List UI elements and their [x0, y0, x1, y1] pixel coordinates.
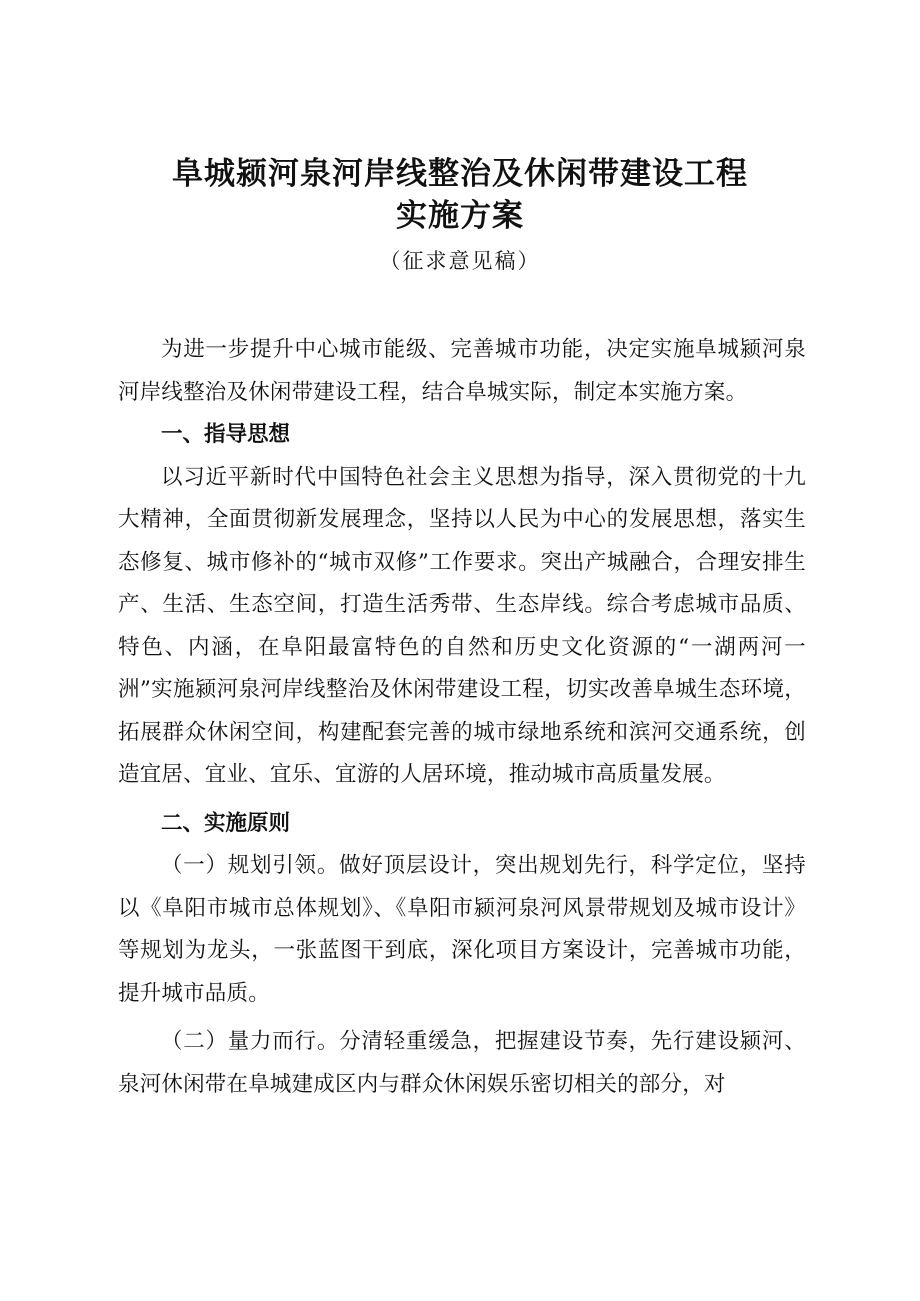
- document-title: [0, 153, 920, 237]
- section-1-paragraph: 以习近平新时代中国特色社会主义思想为指导，深入贯彻党的十九大精神，全面贯彻新发展理念，坚持以人民为中心的发展思想，落实生态修复、城市修补的“城市双修”工作要求。突出产城融合，合理安排生产、生活、生态空间，打造生活秀带、生态岸线。综合考虑城市品质、特色、内涵，在阜阳最富特色的自然和历史文化资源的“一湖两河一洲”实施颍河泉河岸线整治及休闲带建设工程，切实改善阜城生态环境，拓展群众休闲空间，构建配套完善的城市绿地系统和滨河交通系统，创造宜居、宜业、宜乐、宜游的人居环境，推动城市高质量发展。: [118, 464, 806, 787]
- section-1-heading: 一、指导思想: [161, 422, 291, 447]
- section-2-item-2: （二）量力而行。分清轻重缓急，把握建设节奏，先行建设颍河、泉河休闲带在阜城建成区内与群众休闲娱乐密切相关的部分，对: [118, 1029, 806, 1097]
- intro-paragraph: 为进一步提升中心城市能级、完善城市功能，决定实施阜城颍河泉河岸线整治及休闲带建设工程，结合阜城实际，制定本实施方案。: [118, 337, 806, 405]
- title-line-1: 阜城颍河泉河岸线整治及休闲带建设工程: [172, 156, 748, 192]
- title-line-2: 实施方案: [396, 198, 524, 234]
- document-subtitle: （征求意见稿）: [379, 249, 541, 273]
- document-body: [118, 329, 806, 1106]
- section-2-heading: 二、实施原则: [161, 810, 291, 836]
- section-2-item-1: （一）规划引领。做好顶层设计，突出规划先行，科学定位，坚持以《阜阳市城市总体规划》、《阜阳市颍河泉河风景带规划及城市设计》等规划为龙头，一张蓝图干到底，深化项目方案设计，完善城市功能，提升城市品质。: [118, 853, 806, 1006]
